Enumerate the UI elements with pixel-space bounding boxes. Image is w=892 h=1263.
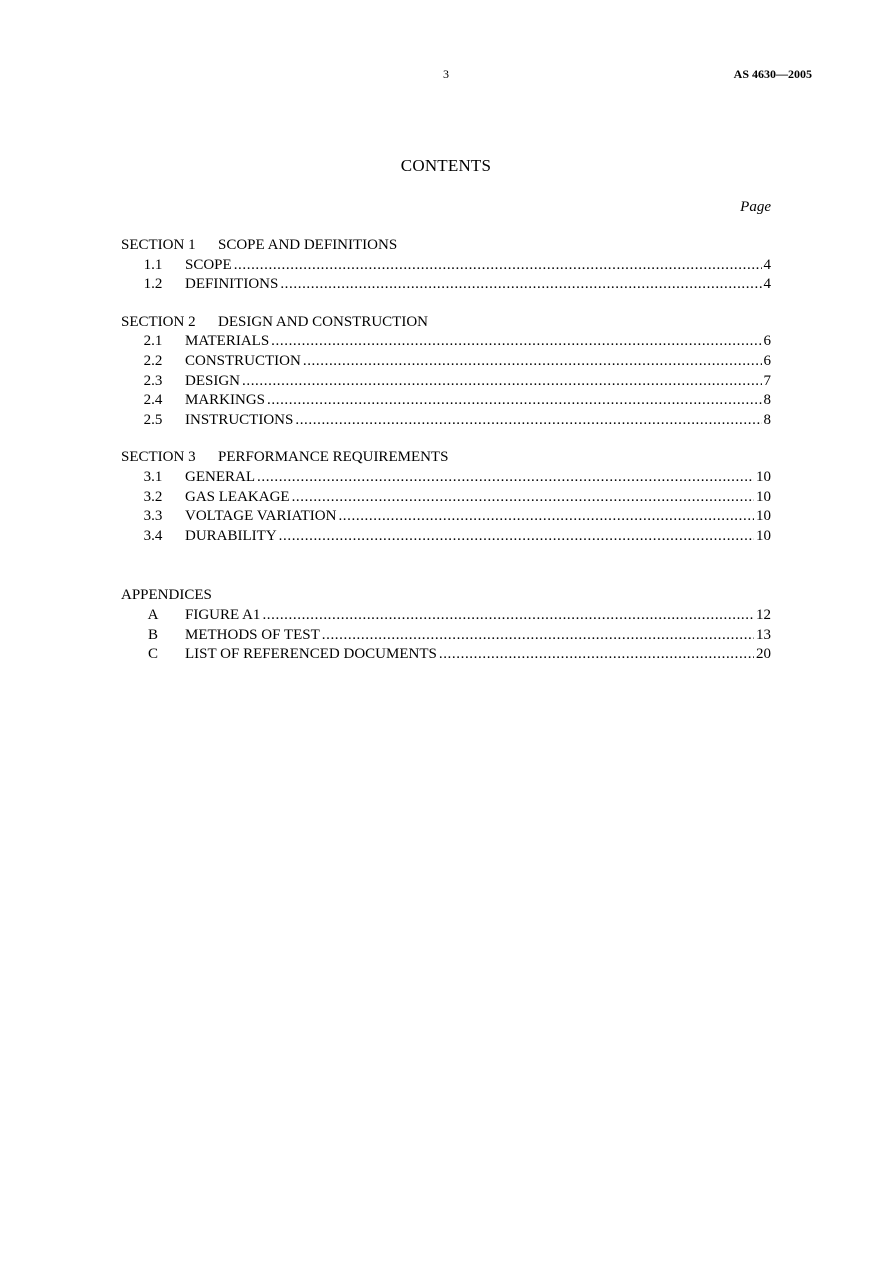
toc-entry[interactable] (121, 645, 771, 665)
entry-page: 12 (756, 606, 771, 623)
entry-number: A (147, 606, 159, 623)
entry-number: B (147, 626, 158, 643)
section-heading[interactable] (121, 448, 771, 468)
toc-entry[interactable] (121, 527, 771, 547)
toc-entry[interactable] (121, 352, 771, 372)
entry-page: 7 (763, 372, 771, 389)
dot-leader (322, 626, 754, 646)
section-title: PERFORMANCE REQUIREMENTS (218, 449, 449, 466)
entry-page: 10 (756, 508, 771, 525)
toc-appendices (121, 586, 771, 664)
toc-entry[interactable] (121, 256, 771, 276)
entry-page: 10 (756, 468, 771, 485)
entry-page: 8 (763, 392, 771, 409)
section-label: SECTION 1 (121, 237, 196, 253)
entry-title: FIGURE A1 (185, 606, 261, 623)
toc-entry[interactable] (121, 606, 771, 626)
entry-number: C (147, 646, 158, 663)
dot-leader (279, 527, 754, 547)
dot-leader (280, 275, 761, 295)
entry-title: VOLTAGE VARIATION (185, 508, 337, 525)
toc-entry[interactable] (121, 391, 771, 411)
toc-section-2 (121, 313, 771, 431)
section-title: DESIGN AND CONSTRUCTION (218, 313, 429, 330)
entry-page: 13 (756, 626, 771, 643)
dot-leader (338, 507, 754, 527)
toc-entry[interactable] (121, 275, 771, 295)
table-of-contents (121, 236, 771, 683)
entry-number: 2.1 (143, 333, 163, 350)
entry-page: 10 (756, 527, 771, 544)
standard-code: AS 4630—2005 (733, 67, 812, 81)
dot-leader (303, 352, 762, 372)
entry-number: 3.2 (143, 488, 163, 505)
entry-number: 2.4 (143, 392, 163, 409)
dot-leader (292, 488, 754, 508)
entry-title: GENERAL (185, 468, 255, 485)
dot-leader (271, 332, 761, 352)
page-number: 3 (443, 67, 449, 81)
toc-entry[interactable] (121, 488, 771, 508)
entry-title: GAS LEAKAGE (185, 488, 290, 505)
dot-leader (267, 391, 761, 411)
section-heading[interactable] (121, 236, 771, 256)
entry-page: 10 (756, 488, 771, 505)
entry-title: INSTRUCTIONS (185, 411, 294, 428)
section-heading[interactable] (121, 313, 771, 333)
entry-title: MATERIALS (185, 333, 270, 350)
entry-title: SCOPE (185, 256, 232, 273)
entry-number: 2.3 (143, 372, 163, 389)
entry-number: 2.5 (143, 411, 163, 428)
page-column-label: Page (740, 199, 771, 215)
toc-entry[interactable] (121, 332, 771, 352)
contents-title: CONTENTS (400, 156, 492, 175)
section-title: SCOPE AND DEFINITIONS (218, 237, 398, 253)
entry-number: 2.2 (143, 352, 163, 369)
entry-title: DURABILITY (185, 527, 277, 544)
entry-page: 4 (763, 276, 771, 293)
section-label: SECTION 2 (121, 313, 196, 330)
entry-number: 3.3 (143, 508, 163, 525)
entry-page: 8 (763, 411, 771, 428)
entry-page: 6 (763, 352, 771, 369)
toc-section-1 (121, 236, 771, 295)
entry-page: 4 (763, 256, 771, 273)
entry-page: 6 (763, 333, 771, 350)
entry-title: LIST OF REFERENCED DOCUMENTS (185, 646, 437, 663)
entry-title: DEFINITIONS (185, 276, 279, 293)
toc-entry[interactable] (121, 626, 771, 646)
entry-title: DESIGN (185, 372, 240, 389)
entry-number: 1.1 (143, 256, 163, 273)
section-label: SECTION 3 (121, 449, 196, 466)
dot-leader (242, 372, 762, 392)
dot-leader (295, 411, 761, 431)
entry-title: MARKINGS (185, 392, 266, 409)
entry-number: 1.2 (143, 276, 163, 293)
entry-number: 3.1 (143, 468, 163, 485)
dot-leader (439, 645, 754, 665)
dot-leader (262, 606, 754, 626)
toc-entry[interactable] (121, 507, 771, 527)
entry-title: METHODS OF TEST (185, 626, 320, 643)
toc-entry[interactable] (121, 372, 771, 392)
toc-section-3 (121, 448, 771, 546)
entry-title: CONSTRUCTION (185, 352, 301, 369)
entry-page: 20 (756, 646, 771, 663)
toc-entry[interactable] (121, 468, 771, 488)
dot-leader (257, 468, 754, 488)
dot-leader (234, 256, 762, 276)
toc-entry[interactable] (121, 411, 771, 431)
appendices-heading[interactable]: APPENDICES (121, 587, 212, 604)
entry-number: 3.4 (143, 527, 163, 544)
